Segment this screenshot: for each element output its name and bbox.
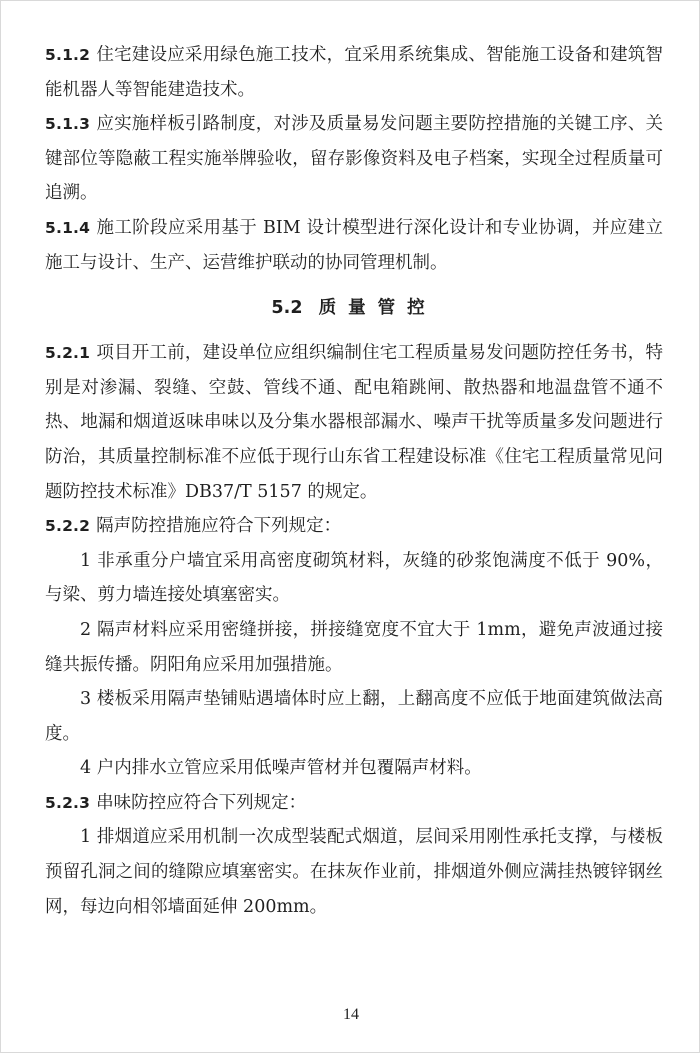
clause-5-1-2 bbox=[45, 38, 663, 107]
clause-number: 5.2.3 bbox=[45, 793, 91, 812]
clause-text: 项目开工前，建设单位应组织编制住宅工程质量易发问题防控任务书，特别是对渗漏、裂缝、空鼓、管线不通、配电箱跳闸、散热器和地温盘管不通不热、地漏和烟道返味串味以及分集水器根部漏水、噪声干扰等质量多发问题进行防治，其质量控制标准不应低于现行山东省工程建设标准《住宅工程质量常见问题防控技术标准》DB37/T 5157 的规定。 bbox=[45, 343, 663, 502]
page-content bbox=[45, 38, 663, 924]
clause-5-2-1 bbox=[45, 336, 663, 509]
clause-5-1-3 bbox=[45, 107, 663, 211]
clause-number: 5.1.2 bbox=[45, 46, 91, 64]
clause-text: 隔声防控措施应符合下列规定： bbox=[96, 516, 342, 537]
clause-number: 5.1.4 bbox=[45, 218, 91, 237]
list-item: 2 隔声材料应采用密缝拼接，拼接缝宽度不宜大于 1mm，避免声波通过接缝共振传播。阴阳角应采用加强措施。 bbox=[45, 619, 663, 675]
clause-text: 应实施样板引路制度，对涉及质量易发问题主要防控措施的关键工序、关键部位等隐蔽工程实施举牌验收，留存影像资料及电子档案，实现全过程质量可追溯。 bbox=[45, 114, 663, 204]
clause-text: 串味防控应符合下列规定： bbox=[96, 792, 307, 813]
clause-text: 施工阶段应采用基于 BIM 设计模型进行深化设计和专业协调，并应建立施工与设计、生产、运营维护联动的协同管理机制。 bbox=[45, 217, 663, 273]
list-item: 1 非承重分户墙宜采用高密度砌筑材料，灰缝的砂浆饱满度不低于 90%，与梁、剪力墙连接处填塞密实。 bbox=[45, 550, 663, 606]
clause-text: 住宅建设应采用绿色施工技术，宜采用系统集成、智能施工设备和建筑智能机器人等智能建造技术。 bbox=[45, 45, 663, 100]
section-heading bbox=[45, 291, 663, 325]
section-number: 5.2 bbox=[271, 298, 303, 319]
list-item: 4 户内排水立管应采用低噪声管材并包覆隔声材料。 bbox=[80, 758, 482, 779]
section-title: 质量管控 bbox=[318, 298, 437, 319]
clause-number: 5.1.3 bbox=[45, 115, 91, 134]
clause-5-1-4 bbox=[45, 211, 663, 280]
clause-5-2-3 bbox=[45, 786, 663, 821]
clause-number: 5.2.2 bbox=[45, 517, 91, 536]
page-number: 14 bbox=[343, 1006, 359, 1023]
list-item: 1 排烟道应采用机制一次成型装配式烟道，层间采用刚性承托支撑，与楼板预留孔洞之间的缝隙应填塞密实。在抹灰作业前，排烟道外侧应满挂热镀锌钢丝网，每边向相邻墙面延伸 200mm。 bbox=[45, 827, 663, 917]
clause-number: 5.2.1 bbox=[45, 344, 91, 363]
list-item: 3 楼板采用隔声垫铺贴遇墙体时应上翻，上翻高度不应低于地面建筑做法高度。 bbox=[45, 689, 663, 744]
clause-5-2-2 bbox=[45, 509, 663, 544]
